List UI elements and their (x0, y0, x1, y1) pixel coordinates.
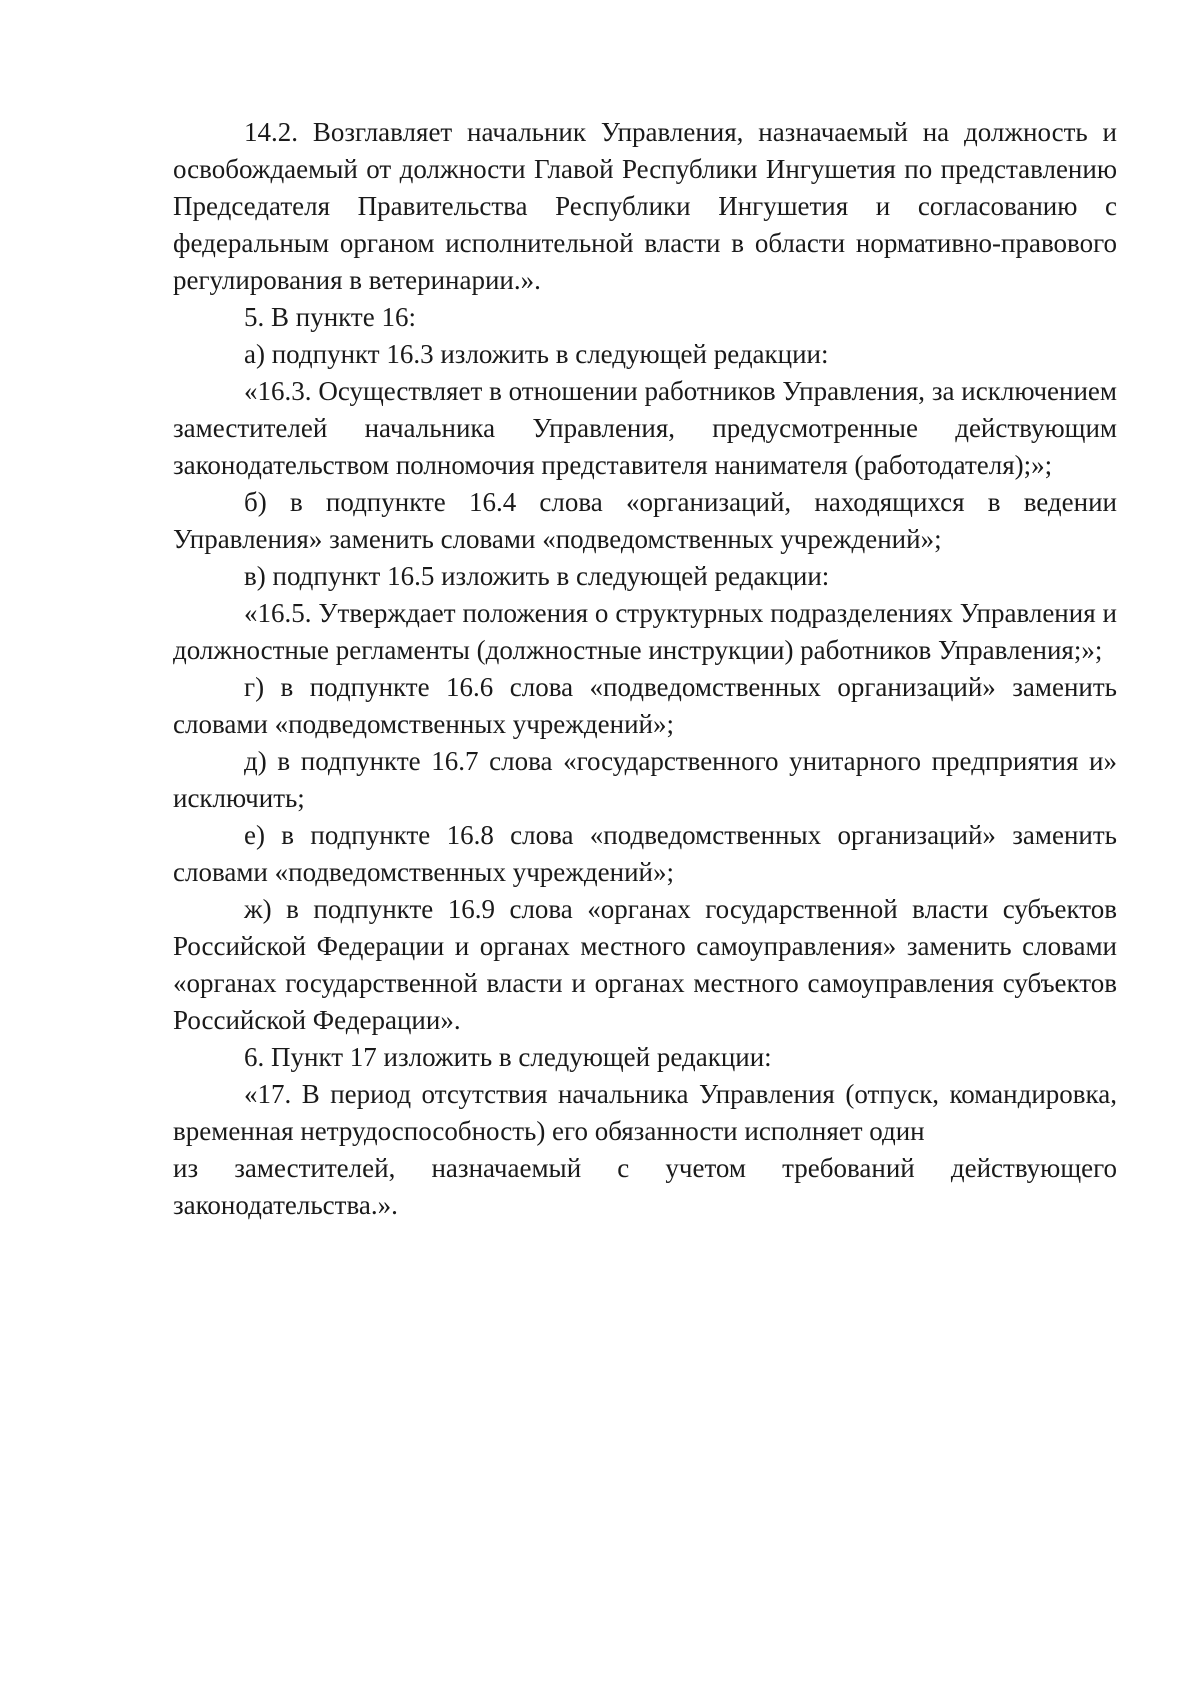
paragraph-16-3: «16.3. Осуществляет в отношении работников Управления, за исключением заместителей начальника Управления, предусмотренные действующим законодательством полномочия представителя нанимателя (работодателя);»; (173, 376, 1117, 480)
paragraph-14-2: 14.2. Возглавляет начальник Управления, назначаемый на должность и освобождаемый от должности Главой Республики Ингушетия по представлению Председателя Правительства Республики Ингушетия и согласованию с федеральным органом исполнительной власти в области нормативно-правового регулирования в ветеринарии.». (173, 117, 1117, 295)
paragraph-subitem-v: в) подпункт 16.5 изложить в следующей редакции: (244, 561, 830, 591)
paragraph-17: «17. В период отсутствия начальника Управления (отпуск, командировка, временная нетрудоспособность) его обязанности исполняет один (173, 1079, 1117, 1146)
paragraph-17-continuation: из заместителей, назначаемый с учетом требований действующего законодательства.». (173, 1153, 1117, 1220)
paragraph-16-5: «16.5. Утверждает положения о структурных подразделениях Управления и должностные регламенты (должностные инструкции) работников Управления;»; (173, 598, 1117, 665)
paragraph-subitem-b: б) в подпункте 16.4 слова «организаций, находящихся в ведении Управления» заменить словами «подведомственных учреждений»; (173, 487, 1117, 554)
paragraph-subitem-d: д) в подпункте 16.7 слова «государственного унитарного предприятия и» исключить; (173, 746, 1117, 813)
paragraph-subitem-e: е) в подпункте 16.8 слова «подведомственных организаций» заменить словами «подведомственных учреждений»; (173, 820, 1117, 887)
paragraph-subitem-g: г) в подпункте 16.6 слова «подведомственных организаций» заменить словами «подведомственных учреждений»; (173, 672, 1117, 739)
paragraph-subitem-a: а) подпункт 16.3 изложить в следующей редакции: (244, 339, 829, 369)
paragraph-item-5: 5. В пункте 16: (244, 302, 416, 332)
document-body (173, 114, 1117, 1224)
paragraph-item-6: 6. Пункт 17 изложить в следующей редакции: (244, 1042, 772, 1072)
paragraph-subitem-zh: ж) в подпункте 16.9 слова «органах государственной власти субъектов Российской Федерации и органах местного самоуправления» заменить словами «органах государственной власти и органах местного самоуправления субъектов Российской Федерации». (173, 894, 1117, 1035)
